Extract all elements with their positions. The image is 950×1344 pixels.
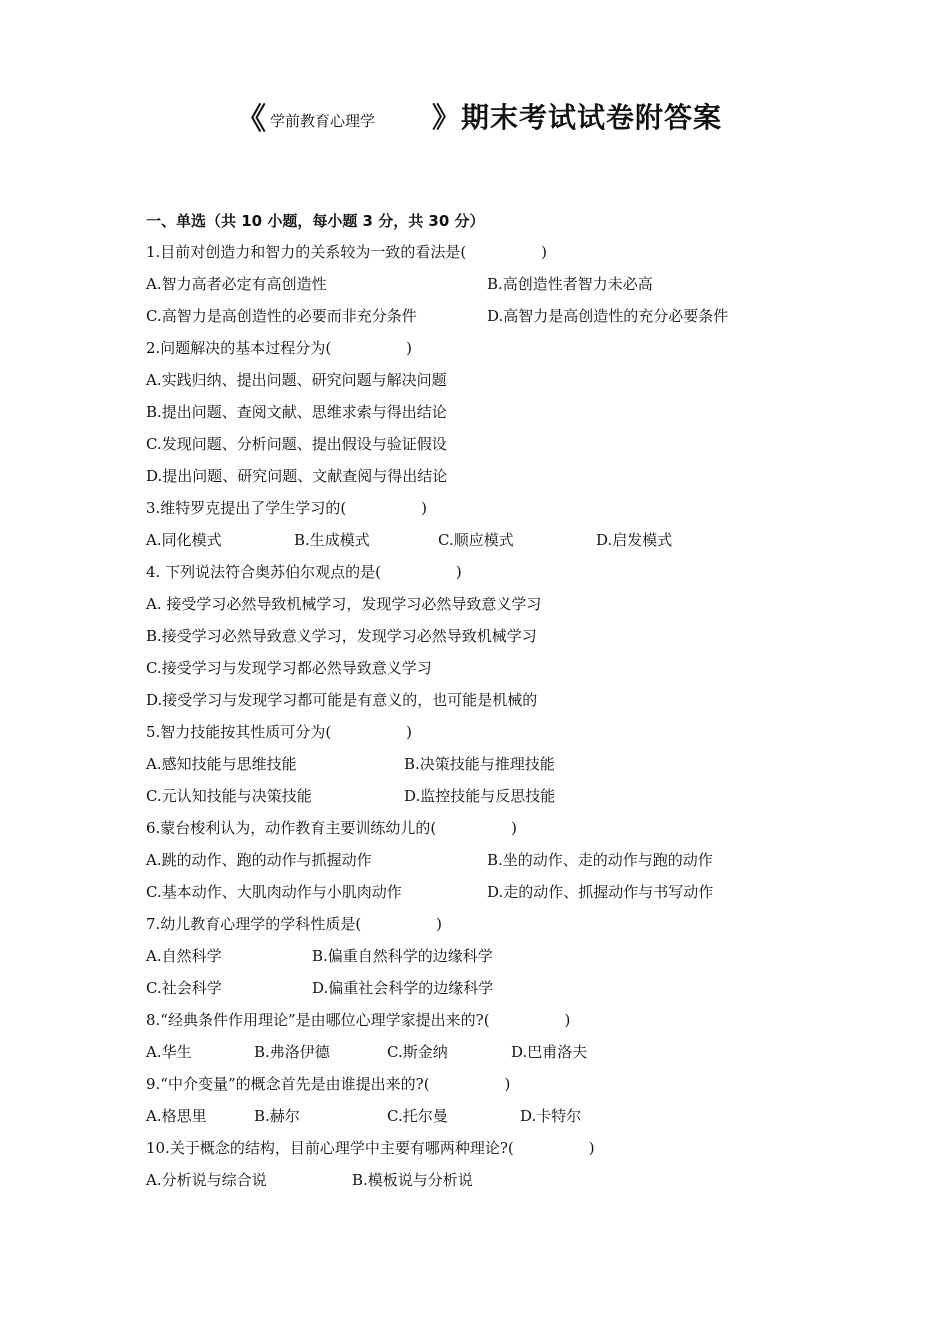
option: B.提出问题、查阅文献、思维求索与得出结论 <box>146 403 447 421</box>
option: B.生成模式 <box>294 531 370 549</box>
option: D.启发模式 <box>596 531 673 549</box>
page-title <box>0 94 950 140</box>
section-heading: 一、单选（共 10 小题，每小题 3 分，共 30 分） <box>146 212 485 230</box>
option: C.高智力是高创造性的必要而非充分条件 <box>146 307 417 325</box>
question-stem: 5.智力技能按其性质可分为( ) <box>146 723 413 741</box>
option: C.斯金纳 <box>387 1043 448 1061</box>
option: C.社会科学 <box>146 979 222 997</box>
question-stem: 6.蒙台梭利认为，动作教育主要训练幼儿的( ) <box>146 819 518 837</box>
option: D.卡特尔 <box>520 1107 582 1125</box>
title-left-bracket: 《 <box>236 102 266 137</box>
question-stem: 7.幼儿教育心理学的学科性质是( ) <box>146 915 443 933</box>
option: C.顺应模式 <box>438 531 514 549</box>
option: D.高智力是高创造性的充分必要条件 <box>487 307 729 325</box>
option: A.分析说与综合说 <box>146 1171 267 1189</box>
option: D.巴甫洛夫 <box>511 1043 588 1061</box>
option: D.偏重社会科学的边缘科学 <box>312 979 494 997</box>
title-subject: 学前教育心理学 <box>270 112 376 130</box>
option: B.坐的动作、走的动作与跑的动作 <box>487 851 713 869</box>
option: D.提出问题、研究问题、文献查阅与得出结论 <box>146 467 448 485</box>
option: C.元认知技能与决策技能 <box>146 787 312 805</box>
option: A.华生 <box>146 1043 192 1061</box>
question-stem: 2.问题解决的基本过程分为( ) <box>146 339 413 357</box>
option: C.托尔曼 <box>387 1107 448 1125</box>
option: A.同化模式 <box>146 531 222 549</box>
option: B.弗洛伊德 <box>254 1043 330 1061</box>
option: D.接受学习与发现学习都可能是有意义的，也可能是机械的 <box>146 691 538 709</box>
option: B.高创造性者智力未必高 <box>487 275 653 293</box>
option: B.赫尔 <box>254 1107 300 1125</box>
question-stem: 3.维特罗克提出了学生学习的( ) <box>146 499 428 517</box>
option: A.格思里 <box>146 1107 207 1125</box>
option: C.发现问题、分析问题、提出假设与验证假设 <box>146 435 447 453</box>
option: C.基本动作、大肌肉动作与小肌肉动作 <box>146 883 402 901</box>
question-stem: 4. 下列说法符合奥苏伯尔观点的是( ) <box>146 563 462 581</box>
option: A.自然科学 <box>146 947 222 965</box>
question-stem: 10.关于概念的结构，目前心理学中主要有哪两种理论?( ) <box>146 1139 595 1157</box>
option: B.偏重自然科学的边缘科学 <box>312 947 493 965</box>
question-stem: 8.“经典条件作用理论”是由哪位心理学家提出来的?( ) <box>146 1011 571 1029</box>
question-stem: 9.“中介变量”的概念首先是由谁提出来的?( ) <box>146 1075 511 1093</box>
option: B.模板说与分析说 <box>352 1171 473 1189</box>
option: D.走的动作、抓握动作与书写动作 <box>487 883 714 901</box>
option: C.接受学习与发现学习都必然导致意义学习 <box>146 659 432 677</box>
question-stem: 1.目前对创造力和智力的关系较为一致的看法是( ) <box>146 243 548 261</box>
option: D.监控技能与反思技能 <box>404 787 556 805</box>
option: B.决策技能与推理技能 <box>404 755 555 773</box>
option: A.跳的动作、跑的动作与抓握动作 <box>146 851 372 869</box>
option: A.智力高者必定有高创造性 <box>146 275 327 293</box>
option: A. 接受学习必然导致机械学习，发现学习必然导致意义学习 <box>146 595 542 613</box>
option: A.感知技能与思维技能 <box>146 755 297 773</box>
option: B.接受学习必然导致意义学习，发现学习必然导致机械学习 <box>146 627 537 645</box>
option: A.实践归纳、提出问题、研究问题与解决问题 <box>146 371 447 389</box>
title-rest: 》期末考试试卷附答案 <box>432 101 723 134</box>
